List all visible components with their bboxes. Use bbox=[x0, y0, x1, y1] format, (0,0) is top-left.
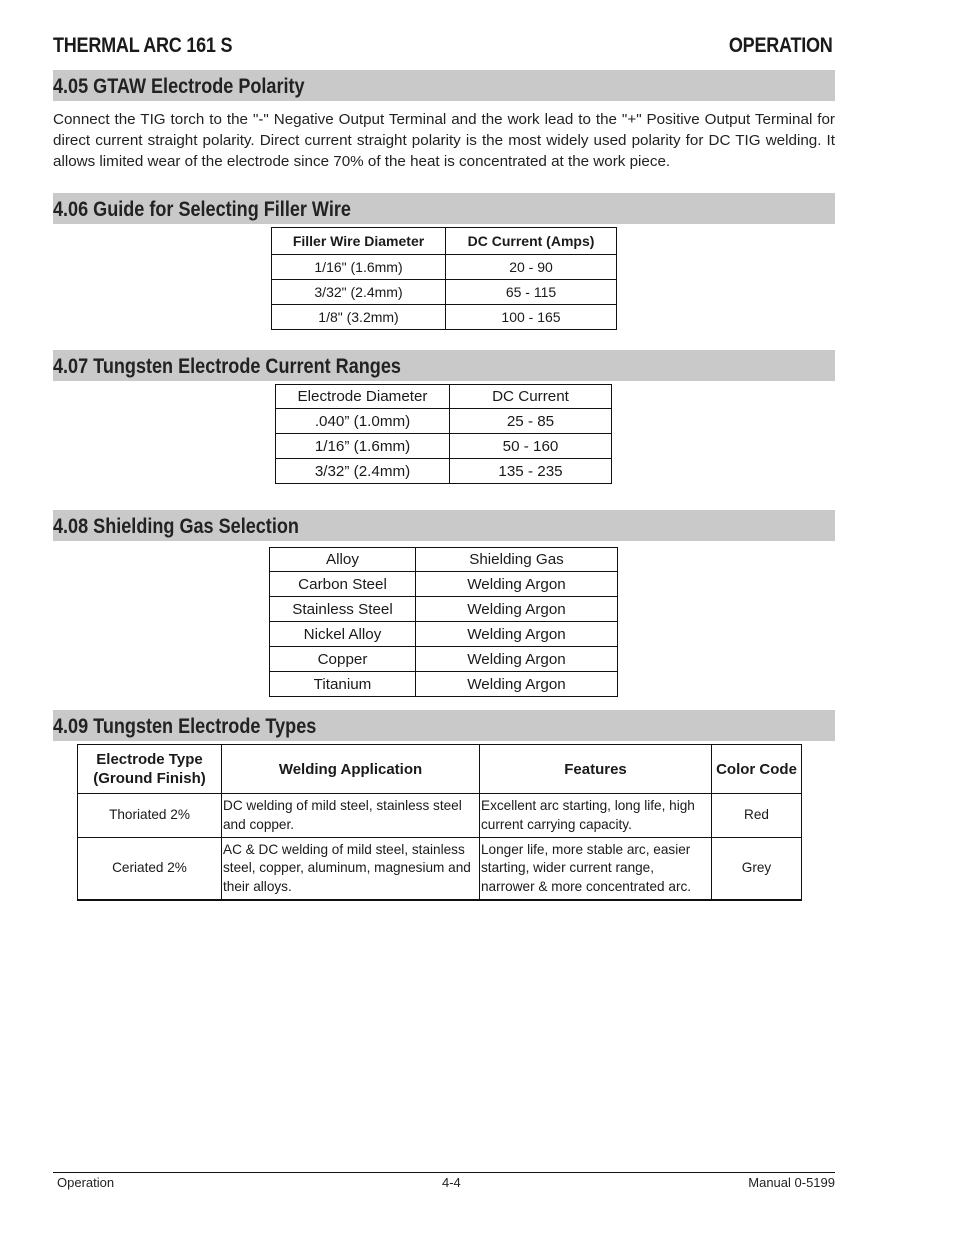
column-header: Alloy bbox=[270, 548, 416, 572]
table-row bbox=[272, 280, 617, 305]
footer-right: Manual 0-5199 bbox=[748, 1175, 835, 1190]
table-cell: Stainless Steel bbox=[270, 597, 416, 622]
shielding-gas-table bbox=[269, 547, 618, 697]
table-cell: Grey bbox=[712, 838, 802, 901]
page-number: 4-4 bbox=[442, 1175, 461, 1190]
table-cell: 3/32" (2.4mm) bbox=[272, 280, 446, 305]
section-heading-4-06 bbox=[53, 193, 835, 224]
column-header: Features bbox=[480, 745, 712, 794]
table-cell: Welding Argon bbox=[416, 672, 618, 697]
column-header: DC Current bbox=[450, 385, 612, 409]
table-header-row bbox=[272, 228, 617, 255]
section-title: 4.08 Shielding Gas Selection bbox=[53, 515, 299, 538]
table-row bbox=[270, 572, 618, 597]
footer-left: Operation bbox=[57, 1175, 115, 1190]
section-heading-4-08 bbox=[53, 510, 835, 541]
document-title: THERMAL ARC 161 S bbox=[53, 34, 233, 57]
electrode-current-table bbox=[275, 384, 612, 484]
table-row bbox=[270, 597, 618, 622]
table-header-row bbox=[78, 745, 802, 794]
table-row bbox=[276, 409, 612, 434]
chapter-name: OPERATION bbox=[729, 34, 833, 57]
table-header-row bbox=[270, 548, 618, 572]
table-cell: Welding Argon bbox=[416, 597, 618, 622]
column-header: Welding Application bbox=[222, 745, 480, 794]
table-row bbox=[270, 622, 618, 647]
table-cell: 65 - 115 bbox=[446, 280, 617, 305]
table-row bbox=[78, 794, 802, 838]
table-cell: Ceriated 2% bbox=[78, 838, 222, 901]
table-row bbox=[78, 838, 802, 901]
table-cell: 1/8" (3.2mm) bbox=[272, 305, 446, 330]
table-cell: 1/16” (1.6mm) bbox=[276, 434, 450, 459]
table-cell: Welding Argon bbox=[416, 622, 618, 647]
table-cell: Nickel Alloy bbox=[270, 622, 416, 647]
table-cell: Copper bbox=[270, 647, 416, 672]
table-cell: 25 - 85 bbox=[450, 409, 612, 434]
table-cell: 3/32” (2.4mm) bbox=[276, 459, 450, 484]
table-cell: 135 - 235 bbox=[450, 459, 612, 484]
section-title: 4.07 Tungsten Electrode Current Ranges bbox=[53, 355, 401, 378]
table-cell: 100 - 165 bbox=[446, 305, 617, 330]
section-heading-4-05 bbox=[53, 70, 835, 101]
filler-wire-table bbox=[271, 227, 617, 330]
column-header: Electrode Diameter bbox=[276, 385, 450, 409]
section-heading-4-09 bbox=[53, 710, 835, 741]
section-title: 4.09 Tungsten Electrode Types bbox=[53, 715, 317, 738]
column-header: Color Code bbox=[712, 745, 802, 794]
table-header-row bbox=[276, 385, 612, 409]
table-row bbox=[270, 672, 618, 697]
electrode-types-table bbox=[77, 744, 802, 901]
table-cell: Welding Argon bbox=[416, 647, 618, 672]
table-cell: Welding Argon bbox=[416, 572, 618, 597]
table-cell: AC & DC welding of mild steel, stainless steel, copper, aluminum, magnesium and their alloys. bbox=[222, 838, 480, 901]
column-header: Electrode Type (Ground Finish) bbox=[78, 745, 222, 794]
table-row bbox=[272, 255, 617, 280]
table-cell: Longer life, more stable arc, easier starting, wider current range, narrower & more concentrated arc. bbox=[480, 838, 712, 901]
table-cell: Carbon Steel bbox=[270, 572, 416, 597]
column-header: DC Current (Amps) bbox=[446, 228, 617, 255]
table-cell: Red bbox=[712, 794, 802, 838]
column-header: Filler Wire Diameter bbox=[272, 228, 446, 255]
footer-divider bbox=[53, 1172, 835, 1173]
table-cell: 50 - 160 bbox=[450, 434, 612, 459]
table-cell: Excellent arc starting, long life, high current carrying capacity. bbox=[480, 794, 712, 838]
section-heading-4-07 bbox=[53, 350, 835, 381]
table-cell: 20 - 90 bbox=[446, 255, 617, 280]
table-cell: Thoriated 2% bbox=[78, 794, 222, 838]
section-title: 4.06 Guide for Selecting Filler Wire bbox=[53, 198, 351, 221]
table-cell: .040” (1.0mm) bbox=[276, 409, 450, 434]
table-row bbox=[276, 434, 612, 459]
column-header: Shielding Gas bbox=[416, 548, 618, 572]
table-row bbox=[276, 459, 612, 484]
table-row bbox=[270, 647, 618, 672]
table-cell: Titanium bbox=[270, 672, 416, 697]
polarity-paragraph: Connect the TIG torch to the "-" Negative Output Terminal and the work lead to the "+" Positive Output Terminal for direct current straight polarity. Direct current straight polarity is the most widely used polarity for DC TIG welding. It allows limited wear of the electrode since 70% of the heat is concentrated at the work piece. bbox=[53, 111, 835, 170]
table-cell: DC welding of mild steel, stainless steel and copper. bbox=[222, 794, 480, 838]
table-cell: 1/16" (1.6mm) bbox=[272, 255, 446, 280]
section-title: 4.05 GTAW Electrode Polarity bbox=[53, 75, 305, 98]
table-row bbox=[272, 305, 617, 330]
